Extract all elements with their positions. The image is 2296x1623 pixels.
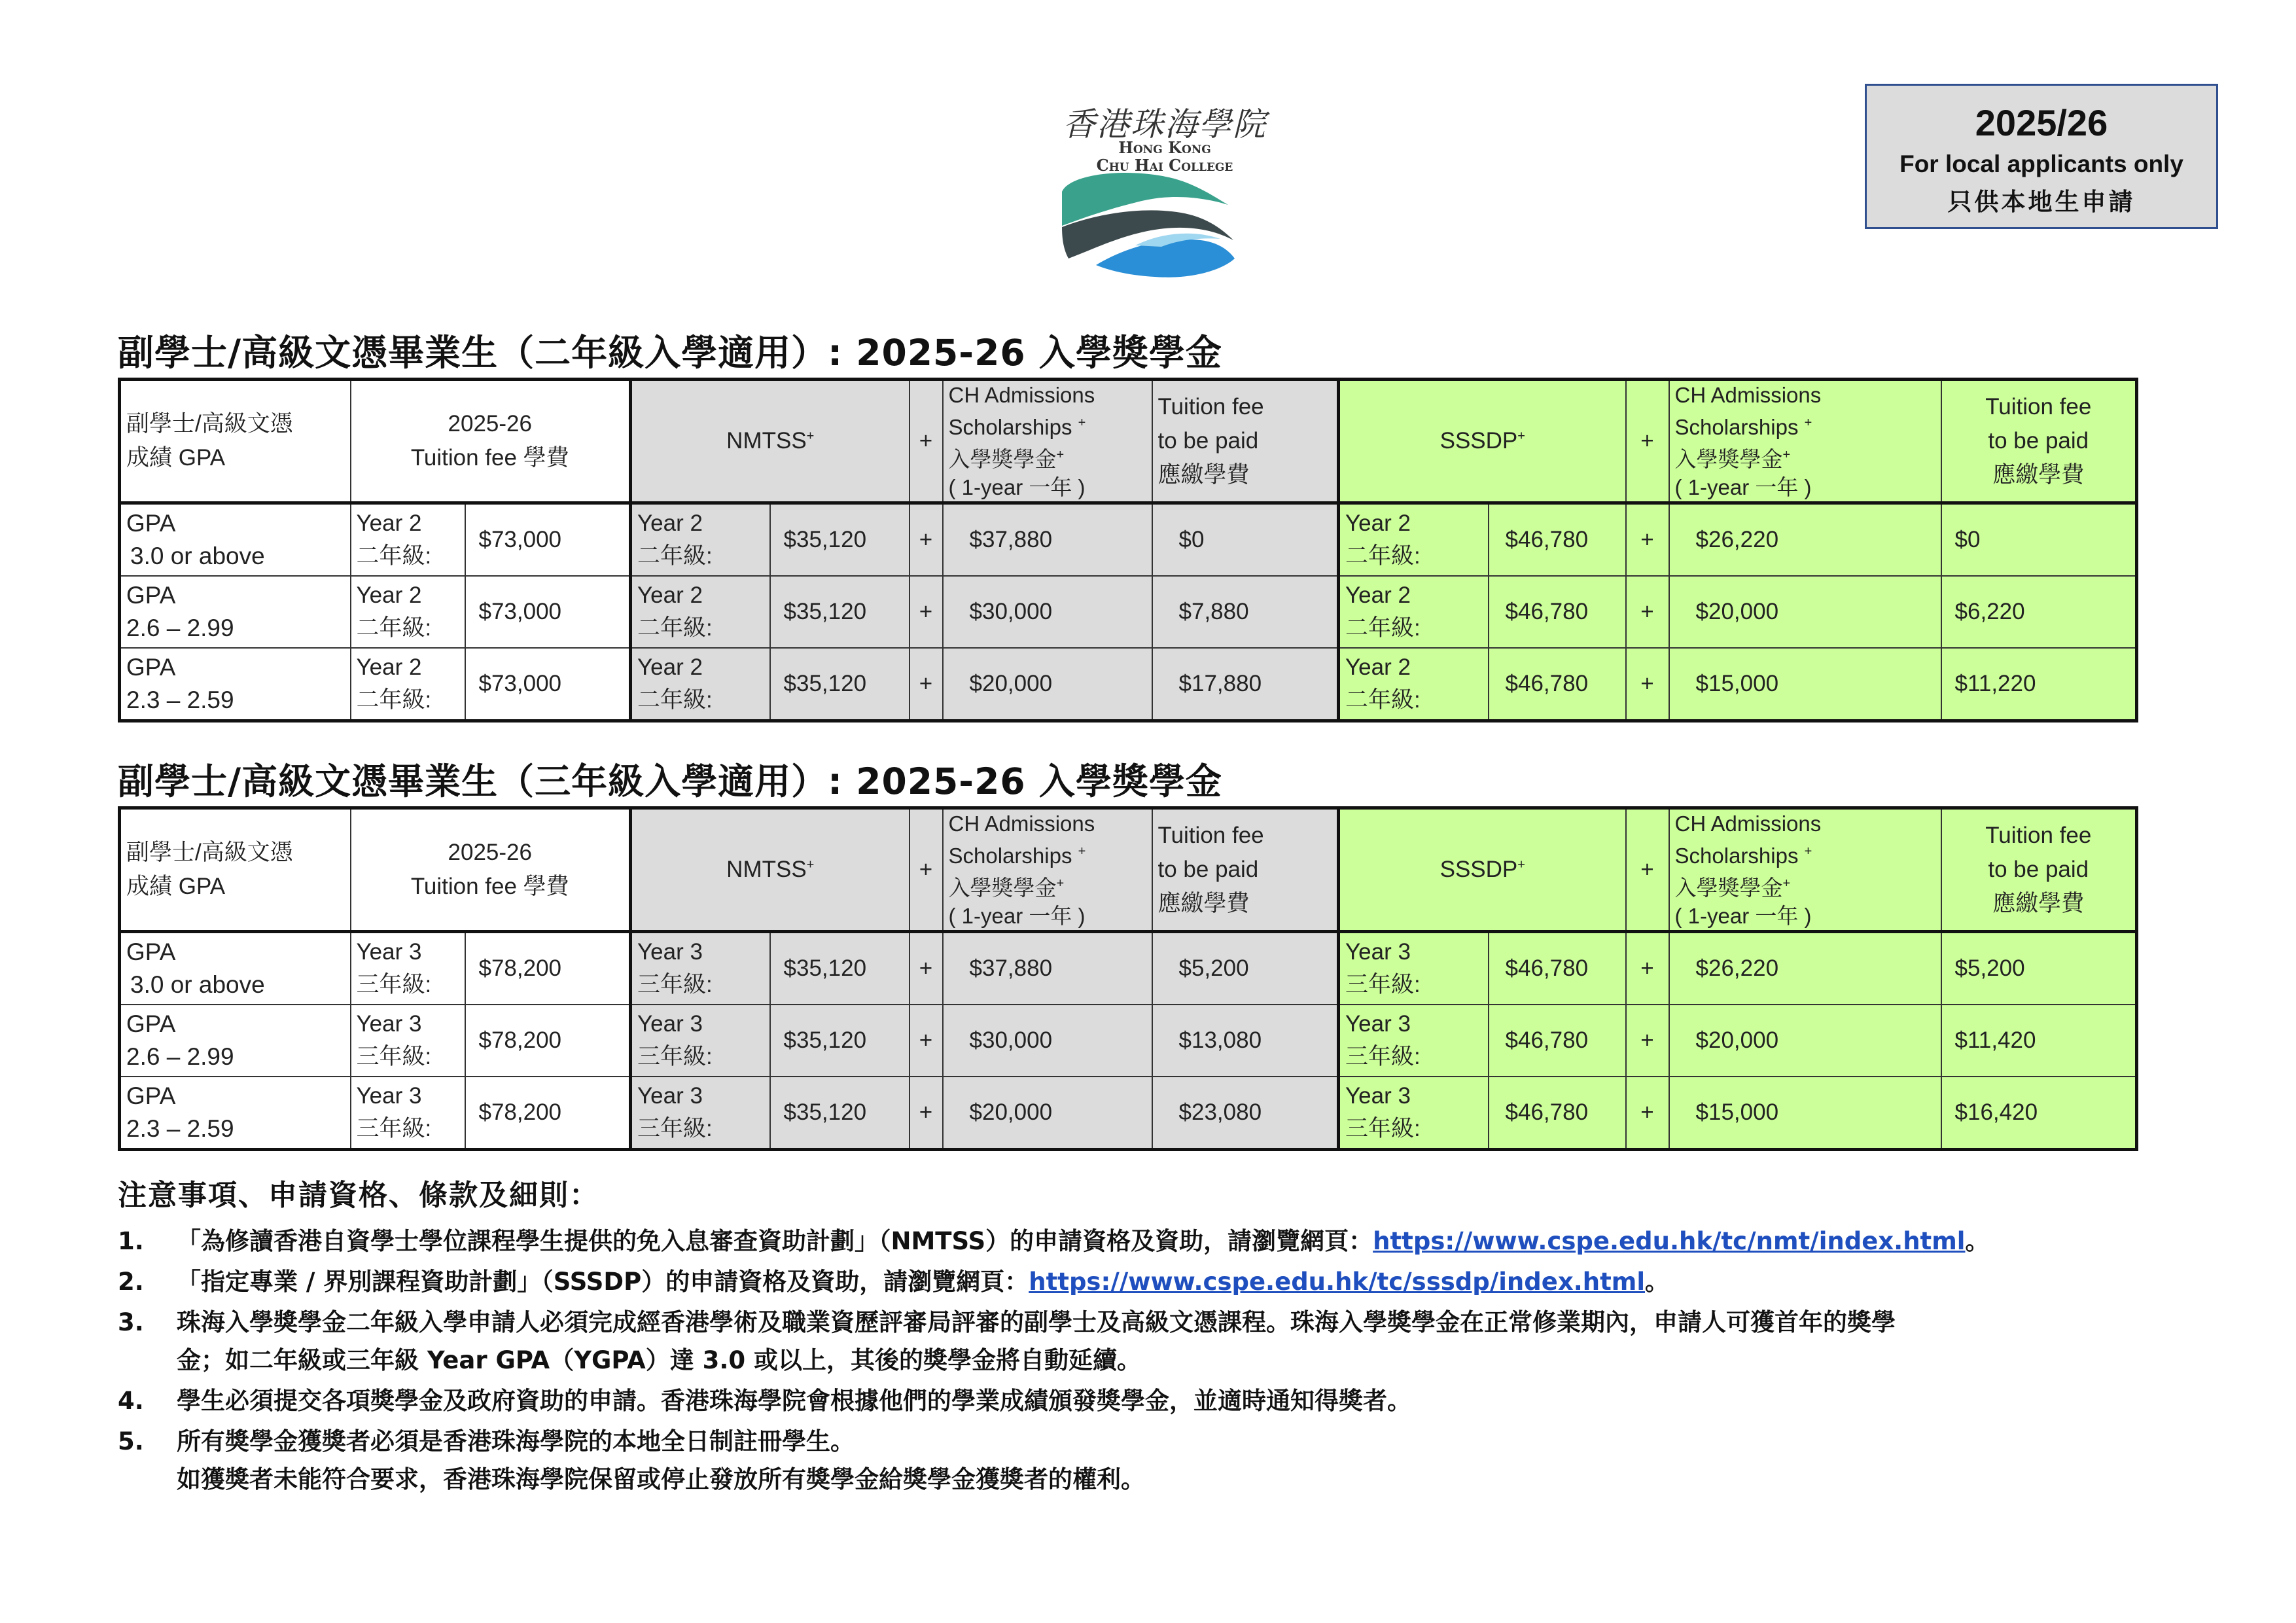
table-row — [120, 932, 2137, 1005]
sssdp-cell: $46,780 — [1489, 932, 1626, 1005]
sssdp-link[interactable]: https://www.cspe.edu.hk/tc/sssdp/index.html — [1029, 1268, 1646, 1296]
gpa-cell: GPA 2.6 – 2.99 — [120, 576, 351, 648]
section-title-year3: 副學士/高級文憑畢業生（三年級入學適用）: 2025-26 入學獎學金 — [118, 760, 1222, 802]
paid-cell: $5,200 — [1152, 932, 1339, 1005]
fee-cell: $78,200 — [465, 1005, 631, 1077]
paid-cell-2: $16,420 — [1941, 1077, 2137, 1150]
gpa-cell: GPA 3.0 or above — [120, 932, 351, 1005]
sssdp-cell: $46,780 — [1489, 648, 1626, 721]
nmtss-header: NMTSS+ — [631, 380, 910, 503]
nmtss-link[interactable]: https://www.cspe.edu.hk/tc/nmt/index.html — [1373, 1227, 1966, 1255]
plus-cell-2: + — [1626, 576, 1669, 648]
nmtss-year-cell: Year 3 三年級: — [631, 1005, 770, 1077]
ch-cell-2: $20,000 — [1669, 1005, 1941, 1077]
gpa-cell: GPA 2.3 – 2.59 — [120, 648, 351, 721]
gpa-cell: GPA 2.3 – 2.59 — [120, 1077, 351, 1150]
nmtss-cell: $35,120 — [770, 648, 910, 721]
ch-cell-2: $20,000 — [1669, 576, 1941, 648]
nmtss-cell: $35,120 — [770, 1005, 910, 1077]
fee-cell: $73,000 — [465, 503, 631, 577]
paid-cell-2: $11,220 — [1941, 648, 2137, 721]
year-cell: Year 2 二年級: — [351, 576, 465, 648]
nmtss-year-cell: Year 2 二年級: — [631, 503, 770, 577]
paid-header: Tuition fee to be paid 應繳學費 — [1152, 380, 1339, 503]
plus-header: + — [910, 380, 943, 503]
fee-header: 2025-26 Tuition fee 學費 — [351, 808, 631, 932]
ch-cell: $20,000 — [943, 648, 1152, 721]
gpa-header — [120, 380, 351, 503]
table-row — [120, 648, 2137, 721]
fee-cell: $73,000 — [465, 576, 631, 648]
section-title-year2: 副學士/高級文憑畢業生（二年級入學適用）: 2025-26 入學獎學金 — [118, 332, 1222, 374]
plus-cell: + — [910, 1005, 943, 1077]
sssdp-year-cell: Year 3 三年級: — [1339, 932, 1489, 1005]
sssdp-header: SSSDP+ — [1339, 808, 1626, 932]
gpa-cell: GPA 3.0 or above — [120, 503, 351, 577]
badge-year: 2025/26 — [1975, 102, 2108, 143]
paid-header: Tuition fee to be paid 應繳學費 — [1152, 808, 1339, 932]
applicant-badge — [1865, 84, 2218, 229]
college-name-zh: 香港珠海學院 — [1063, 105, 1267, 143]
nmtss-year-cell: Year 2 二年級: — [631, 576, 770, 648]
ch-header-2: CH Admissions Scholarships + 入學獎學金+ ( 1-year 一年 ) — [1669, 808, 1941, 932]
fee-cell: $78,200 — [465, 1077, 631, 1150]
nmtss-cell: $35,120 — [770, 503, 910, 577]
paid-cell: $13,080 — [1152, 1005, 1339, 1077]
ch-cell: $20,000 — [943, 1077, 1152, 1150]
sssdp-year-cell: Year 3 三年級: — [1339, 1005, 1489, 1077]
gpa-header: 副學士/高級文憑 成績 GPA — [120, 808, 351, 932]
table-row — [120, 576, 2137, 648]
sssdp-year-cell: Year 2 二年級: — [1339, 648, 1489, 721]
gpa-header-line1: 副學士/高級文憑 — [126, 411, 293, 437]
plus-cell: + — [910, 1077, 943, 1150]
year-cell: Year 3 三年級: — [351, 932, 465, 1005]
notes-title: 注意事項、申請資格、條款及細則： — [118, 1179, 599, 1212]
college-name-en-line1: Hong Kong — [1118, 138, 1211, 157]
fee-header-line2: Tuition fee 學費 — [410, 445, 569, 471]
paid-header-2: Tuition fee to be paid 應繳學費 — [1941, 808, 2137, 932]
ch-cell: $37,880 — [943, 503, 1152, 577]
sssdp-cell: $46,780 — [1489, 1005, 1626, 1077]
ch-cell-2: $26,220 — [1669, 932, 1941, 1005]
gpa-cell: GPA 2.6 – 2.99 — [120, 1005, 351, 1077]
gpa-header-line2: 成績 GPA — [126, 445, 226, 471]
paid-cell: $0 — [1152, 503, 1339, 577]
plus-cell: + — [910, 503, 943, 577]
sssdp-header: SSSDP+ — [1339, 380, 1626, 503]
plus-header: + — [910, 808, 943, 932]
ch-header-line2: Scholarships — [948, 415, 1072, 439]
ch-header-line3: 入學獎學金 — [948, 447, 1057, 471]
table-header-row — [120, 380, 2137, 503]
year-cell: Year 2 二年級: — [351, 503, 465, 577]
ch-header-line4: ( 1-year 一年 ) — [948, 475, 1086, 499]
ch-cell-2: $15,000 — [1669, 648, 1941, 721]
sssdp-cell: $46,780 — [1489, 576, 1626, 648]
paid-cell-2: $5,200 — [1941, 932, 2137, 1005]
paid-cell: $7,880 — [1152, 576, 1339, 648]
year-cell: Year 3 三年級: — [351, 1077, 465, 1150]
nmtss-header: NMTSS+ — [631, 808, 910, 932]
note-item: 5. 所有獎學金獲獎者必須是香港珠海學院的本地全日制註冊學生。 如獲獎者未能符合要求，香港珠海學院保留或停止發放所有獎學金給獎學金獲獎者的權利。 — [118, 1427, 1145, 1493]
sssdp-cell: $46,780 — [1489, 1077, 1626, 1150]
plus-header-2: + — [1626, 380, 1669, 503]
paid-cell-2: $0 — [1941, 503, 2137, 577]
scholarship-table-year3 — [118, 806, 2138, 1151]
table-row — [120, 1005, 2137, 1077]
notes-section — [118, 1171, 2212, 1501]
paid-cell: $17,880 — [1152, 648, 1339, 721]
sssdp-year-cell: Year 2 二年級: — [1339, 576, 1489, 648]
nmtss-year-cell: Year 3 三年級: — [631, 932, 770, 1005]
nmtss-year-cell: Year 3 三年級: — [631, 1077, 770, 1150]
ch-cell: $30,000 — [943, 1005, 1152, 1077]
nmtss-cell: $35,120 — [770, 932, 910, 1005]
plus-cell: + — [910, 932, 943, 1005]
plus-cell: + — [910, 576, 943, 648]
fee-header — [351, 380, 631, 503]
sssdp-year-cell: Year 2 二年級: — [1339, 503, 1489, 577]
nmtss-cell: $35,120 — [770, 1077, 910, 1150]
badge-line1: For local applicants only — [1899, 151, 2183, 177]
note-item: 4. 學生必須提交各項獎學金及政府資助的申請。香港珠海學院會根據他們的學業成績頒發獎學金，並適時通知得獎者。 — [118, 1387, 1411, 1415]
paid-cell-2: $6,220 — [1941, 576, 2137, 648]
ch-cell-2: $15,000 — [1669, 1077, 1941, 1150]
nmtss-cell: $35,120 — [770, 576, 910, 648]
table-header-row — [120, 808, 2137, 932]
sssdp-year-cell: Year 3 三年級: — [1339, 1077, 1489, 1150]
fee-cell: $78,200 — [465, 932, 631, 1005]
note-item: 1. 「為修讀香港自資學士學位課程學生提供的免入息審查資助計劃」（NMTSS）的申請資格及資助，請瀏覽網頁：https://www.cspe.edu.hk/tc/nmt/index.html。 — [118, 1227, 1990, 1255]
plus-cell-2: + — [1626, 648, 1669, 721]
paid-header-2: Tuition fee to be paid 應繳學費 — [1941, 380, 2137, 503]
fee-cell: $73,000 — [465, 648, 631, 721]
table-row — [120, 1077, 2137, 1150]
ch-header: CH Admissions Scholarships + 入學獎學金+ ( 1-year 一年 ) — [943, 808, 1152, 932]
plus-cell-2: + — [1626, 1005, 1669, 1077]
paid-cell-2: $11,420 — [1941, 1005, 2137, 1077]
plus-header-2: + — [1626, 808, 1669, 932]
ch-header: CH Admissions Scholarships + 入學獎學金+ ( 1-year 一年 ) — [943, 380, 1152, 503]
year-cell: Year 3 三年級: — [351, 1005, 465, 1077]
ch-cell: $37,880 — [943, 932, 1152, 1005]
ch-header-line1: CH Admissions — [948, 383, 1095, 407]
year-cell: Year 2 二年級: — [351, 648, 465, 721]
ch-cell-2: $26,220 — [1669, 503, 1941, 577]
scholarship-table-year2 — [118, 378, 2138, 722]
paid-cell: $23,080 — [1152, 1077, 1339, 1150]
note-item: 3. 珠海入學獎學金二年級入學申請人必須完成經香港學術及職業資歷評審局評審的副學士及高級文憑課程。珠海入學獎學金在正常修業期內，申請人可獲首年的獎學 金；如二年級或三年級 Year GPA（YGPA）達 3.0 或以上，其後的獎學金將自動延續。 — [118, 1308, 1896, 1374]
wave-logo-icon — [1057, 167, 1240, 278]
note-item: 2. 「指定專業 / 界別課程資助計劃」（SSSDP）的申請資格及資助，請瀏覽網頁：https://www.cspe.edu.hk/tc/sssdp/index.html。 — [118, 1268, 1670, 1296]
fee-header-line1: 2025-26 — [448, 411, 532, 437]
ch-header-2: CH Admissions Scholarships + 入學獎學金+ ( 1-year 一年 ) — [1669, 380, 1941, 503]
nmtss-year-cell: Year 2 二年級: — [631, 648, 770, 721]
plus-cell-2: + — [1626, 503, 1669, 577]
ch-cell: $30,000 — [943, 576, 1152, 648]
sssdp-cell: $46,780 — [1489, 503, 1626, 577]
plus-cell-2: + — [1626, 1077, 1669, 1150]
badge-line2: 只供本地生申請 — [1947, 188, 2136, 215]
plus-cell: + — [910, 648, 943, 721]
plus-cell-2: + — [1626, 932, 1669, 1005]
table-row — [120, 503, 2137, 577]
college-name-en-line2: Chu Hai College — [1096, 156, 1233, 175]
